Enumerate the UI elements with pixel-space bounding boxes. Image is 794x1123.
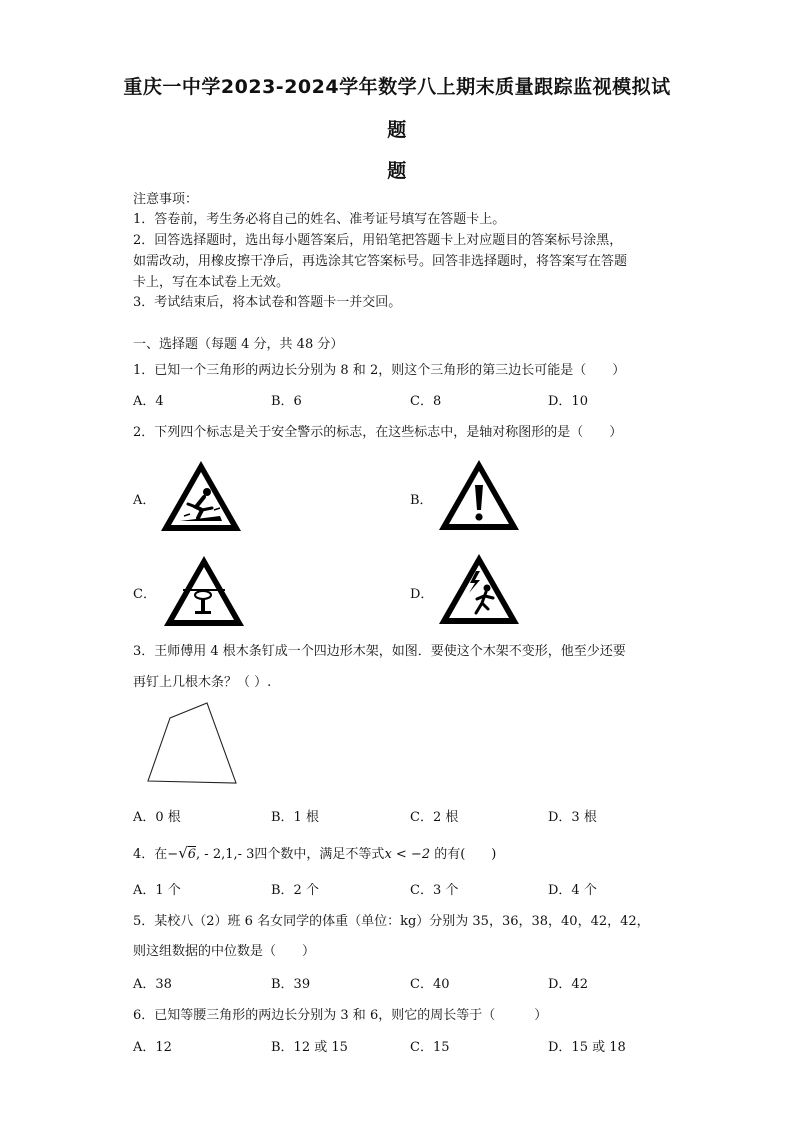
question-3-option-d: D．3 根 — [548, 810, 597, 825]
question-4-inequality: x < −2 — [384, 847, 431, 862]
question-4-option-b: B．2 个 — [271, 883, 319, 898]
question-5-option-c: C．40 — [410, 977, 450, 992]
question-4-radicand: 6 — [187, 847, 197, 862]
question-4-pre: 4．在 — [133, 847, 168, 862]
question-4-post: 的有( ) — [430, 847, 497, 862]
question-6-option-a: A．12 — [133, 1040, 172, 1055]
question-4-option-c: C．3 个 — [410, 883, 459, 898]
question-2-option-c: C． — [133, 587, 156, 602]
question-5-option-b: B．39 — [271, 977, 311, 992]
question-2-option-d: D． — [410, 587, 434, 602]
question-5-option-d: D．42 — [548, 977, 588, 992]
question-4-stem: 4．在−√6, - 2,1,- 3四个数中，满足不等式x < −2 的有( ) — [133, 844, 497, 862]
question-4-option-d: D．4 个 — [548, 883, 597, 898]
notice-heading: 注意事项： — [133, 192, 199, 207]
overhead-hazard-sign-icon — [161, 553, 247, 629]
question-3-stem: 3．王师傅用 4 根木条钉成一个四边形木架，如图．要使这个木架不变形，他至少还要 — [133, 644, 626, 659]
question-6-option-c: C．15 — [410, 1040, 450, 1055]
question-1-option-b: B．6 — [271, 394, 302, 409]
question-1-option-d: D．10 — [548, 394, 588, 409]
exclamation-warning-sign-icon — [436, 457, 522, 533]
notice-item-2-cont2: 卡上，写在本试卷上无效。 — [133, 275, 290, 290]
notice-item-2: 2．回答选择题时，选出每小题答案后，用铅笔把答题卡上对应题目的答案标号涂黑， — [133, 233, 623, 248]
question-5-stem: 5．某校八（2）班 6 名女同学的体重（单位：kg）分别为 35，36，38，40，42，42， — [133, 914, 650, 929]
question-5-stem-cont: 则这组数据的中位数是（ ） — [133, 944, 316, 959]
exam-title-line3: 题 — [387, 160, 407, 182]
question-6-stem: 6．已知等腰三角形的两边长分别为 3 和 6，则它的周长等于（ ） — [133, 1008, 548, 1023]
quadrilateral-frame-figure — [140, 697, 246, 789]
question-6-option-b: B．12 或 15 — [271, 1040, 348, 1055]
notice-item-2-cont: 如需改动，用橡皮擦干净后，再选涂其它答案标号。回答非选择题时，将答案写在答题 — [133, 254, 628, 269]
question-5-option-a: A．38 — [133, 977, 172, 992]
question-2-stem: 2．下列四个标志是关于安全警示的标志，在这些标志中，是轴对称图形的是（ ） — [133, 425, 623, 440]
question-1-option-c: C．8 — [410, 394, 442, 409]
question-3-option-b: B．1 根 — [271, 810, 319, 825]
question-3-option-a: A．0 根 — [133, 810, 181, 825]
question-4-numbers: , - 2,1,- 3四个数中，满足不等式 — [196, 847, 385, 862]
question-4-option-a: A．1 个 — [133, 883, 181, 898]
question-1-option-a: A．4 — [133, 394, 164, 409]
electric-shock-sign-icon — [436, 551, 522, 627]
question-6-option-d: D．15 或 18 — [548, 1040, 626, 1055]
question-4-minus: − — [167, 847, 179, 862]
slippery-warning-sign-icon — [158, 458, 244, 534]
question-1-stem: 1．已知一个三角形的两边长分别为 8 和 2，则这个三角形的第三边长可能是（ ） — [133, 363, 626, 378]
exam-title-line1: 重庆一中学2023-2024学年数学八上期末质量跟踪监视模拟试 — [123, 76, 671, 98]
section-heading: 一、选择题（每题 4 分，共 48 分） — [133, 337, 344, 352]
exam-title-line2: 题 — [387, 119, 407, 141]
notice-item-3: 3．考试结束后，将本试卷和答题卡一并交回。 — [133, 295, 402, 310]
question-3-stem-cont: 再钉上几根木条？（ ）. — [133, 675, 272, 690]
notice-item-1: 1．答卷前，考生务必将自己的姓名、准考证号填写在答题卡上。 — [133, 212, 506, 227]
question-2-option-b: B． — [410, 493, 433, 508]
question-3-option-c: C．2 根 — [410, 810, 459, 825]
question-2-option-a: A． — [133, 493, 156, 508]
